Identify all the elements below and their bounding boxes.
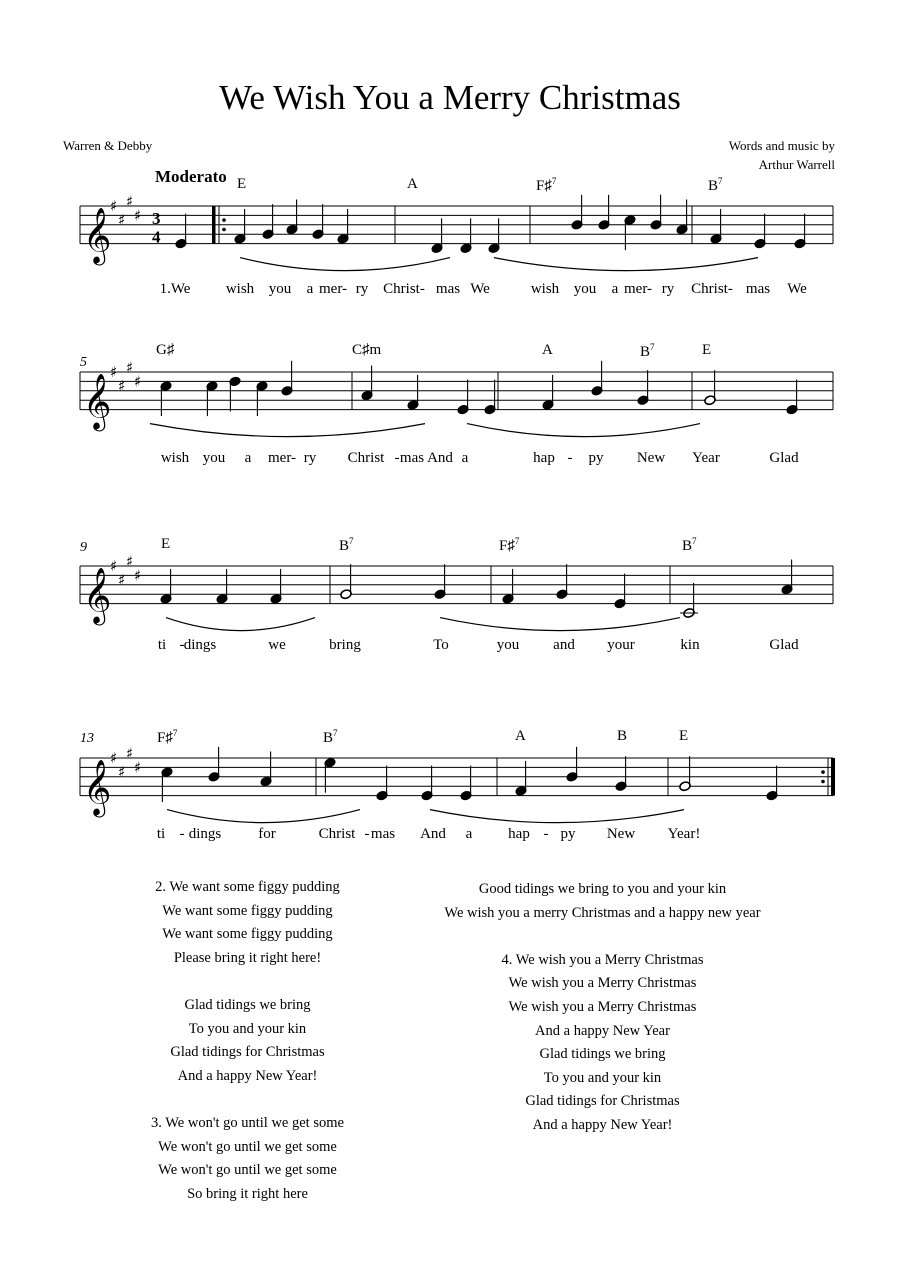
chord-symbol xyxy=(640,342,655,361)
lyric-syllable: - xyxy=(543,826,549,842)
lyric-syllable: Christ- xyxy=(691,281,733,297)
chord-root: F♯ xyxy=(499,538,515,554)
verse-line: And a happy New Year! xyxy=(532,1116,673,1133)
lyric-syllable: ry xyxy=(355,281,369,297)
lyric-syllable: dings xyxy=(188,826,222,842)
chord-symbol xyxy=(536,176,556,195)
key-signature-sharp-icon: ♯ xyxy=(118,377,126,396)
lyric-syllable: Glad xyxy=(769,637,799,653)
lyric-syllable: To xyxy=(433,637,449,653)
lyric-syllable: a xyxy=(244,450,252,466)
key-signature-sharp-icon: ♯ xyxy=(110,749,118,767)
verse-line: 3. We won't go until we get some xyxy=(151,1114,344,1131)
lyric-syllable: mer- xyxy=(267,450,297,466)
key-signature-sharp-icon: ♯ xyxy=(134,206,142,225)
chord-symbol xyxy=(237,176,246,193)
verse-line: Glad tidings we bring xyxy=(539,1046,666,1063)
chord-symbol xyxy=(702,342,711,359)
verse-line: 2. We want some figgy pudding xyxy=(155,879,340,895)
composer-credit-line2: Arthur Warrell xyxy=(758,157,835,172)
chord-symbol xyxy=(499,536,519,555)
key-signature-sharp-icon: ♯ xyxy=(134,758,142,777)
slur-arc xyxy=(166,618,315,631)
key-signature-sharp-icon: ♯ xyxy=(134,566,142,585)
lyric-syllable: We xyxy=(787,281,807,297)
slur-arc xyxy=(467,424,700,437)
lyric-syllable: Glad xyxy=(769,450,799,466)
chord-symbol xyxy=(323,728,338,747)
chord-root: E xyxy=(237,176,247,192)
treble-clef-icon: 𝄞 xyxy=(83,567,112,624)
verse-line: We want some figgy pudding xyxy=(162,926,333,943)
verse-line: So bring it right here xyxy=(187,1185,308,1202)
lyric-syllable: ry xyxy=(303,450,317,466)
verse-line: Glad tidings we bring xyxy=(184,996,311,1013)
slur-arc xyxy=(150,424,425,437)
verse-line: To you and your kin xyxy=(188,1020,307,1037)
key-signature-sharp-icon: ♯ xyxy=(126,192,134,211)
lyric-syllable: you xyxy=(496,637,520,653)
verse-line: Glad tidings for Christmas xyxy=(525,1093,680,1110)
chord-extension: 7 xyxy=(514,536,520,546)
chord-root: A xyxy=(542,342,553,358)
lyric-syllable: ti xyxy=(157,637,167,653)
lyric-syllable: a xyxy=(461,450,469,466)
lyric-syllable: wish xyxy=(530,281,560,297)
verse-line: Glad tidings for Christmas xyxy=(170,1044,325,1061)
slur-arc xyxy=(440,618,680,631)
chord-symbol xyxy=(407,176,418,193)
chord-extension: 7 xyxy=(349,536,354,546)
chord-root: B xyxy=(339,538,350,554)
lyric-syllable: mas xyxy=(399,450,425,466)
chord-symbol xyxy=(157,728,177,747)
time-signature-denominator: 4 xyxy=(152,227,161,247)
verse-line: Please bring it right here! xyxy=(173,949,322,966)
lyric-syllable: We xyxy=(470,281,490,297)
lyric-syllable: ti xyxy=(156,826,166,842)
verses-right-column xyxy=(400,878,805,1161)
measure-number: 13 xyxy=(80,731,94,746)
chord-symbol xyxy=(161,536,170,553)
treble-clef-icon: 𝄞 xyxy=(83,373,112,430)
lyric-syllable: a xyxy=(611,281,619,297)
lyric-syllable: Christ- xyxy=(383,281,425,297)
verse-line: We won't go until we get some xyxy=(158,1162,337,1179)
verse-stanza xyxy=(400,949,805,1138)
lyric-syllable: New xyxy=(636,450,666,466)
lyric-syllable: we xyxy=(268,637,286,653)
final-thick-barline xyxy=(831,758,835,796)
verse-line: We wish you a merry Christmas and a happy new year xyxy=(444,904,761,921)
slur-arc xyxy=(167,810,360,823)
verse-stanza xyxy=(120,1112,375,1206)
repeat-dot xyxy=(222,228,226,232)
verse-line: And a happy New Year! xyxy=(177,1067,318,1084)
chord-root: F♯ xyxy=(536,178,552,194)
arranger-credit: Warren & Debby xyxy=(63,138,153,153)
chord-root: G♯ xyxy=(156,342,175,358)
chord-symbol xyxy=(617,728,627,745)
lyric-syllable: a xyxy=(306,281,314,297)
chord-root: B xyxy=(617,728,628,744)
chord-root: B xyxy=(708,178,719,194)
key-signature-sharp-icon: ♯ xyxy=(110,363,118,381)
verse-line: We won't go until we get some xyxy=(158,1138,337,1155)
verse-line: We wish you a Merry Christmas xyxy=(508,975,697,992)
chord-extension: 7 xyxy=(718,176,723,186)
verse-line: 4. We wish you a Merry Christmas xyxy=(501,951,704,968)
lyric-syllable: you xyxy=(268,281,292,297)
lyric-syllable: mer- xyxy=(318,281,348,297)
lyric-syllable: ry xyxy=(661,281,675,297)
repeat-dot xyxy=(821,770,825,774)
key-signature-sharp-icon: ♯ xyxy=(110,557,118,575)
lyric-syllable: Christ xyxy=(347,450,385,466)
chord-symbol xyxy=(542,342,553,359)
song-title: We Wish You a Merry Christmas xyxy=(219,78,681,117)
lyric-syllable: mas xyxy=(745,281,771,297)
key-signature-sharp-icon: ♯ xyxy=(134,372,142,391)
lyric-syllable: Year! xyxy=(667,826,701,842)
lyric-syllable: bring xyxy=(329,637,361,653)
key-signature-sharp-icon: ♯ xyxy=(126,552,134,571)
chord-symbol xyxy=(679,728,688,745)
verse-stanza xyxy=(120,994,375,1088)
treble-clef-icon: 𝄞 xyxy=(83,207,112,264)
lyric-syllable: 1.We xyxy=(159,281,191,297)
chord-root: E xyxy=(702,342,712,358)
slur-arc xyxy=(240,258,450,271)
verse-line: We want some figgy pudding xyxy=(162,902,333,919)
chord-root: E xyxy=(679,728,689,744)
slur-arc xyxy=(494,258,758,271)
repeat-dot xyxy=(821,780,825,784)
lyric-syllable: py xyxy=(588,450,604,466)
chord-extension: 7 xyxy=(692,536,697,546)
lyric-syllable: you xyxy=(573,281,597,297)
treble-clef-icon: 𝄞 xyxy=(83,759,112,816)
lyric-syllable: for xyxy=(258,826,276,842)
lyric-syllable: dings xyxy=(183,637,217,653)
verses-left-column xyxy=(120,876,375,1230)
lyric-syllable: Christ xyxy=(318,826,356,842)
tempo-marking: Moderato xyxy=(155,167,227,186)
key-signature-sharp-icon: ♯ xyxy=(126,358,134,377)
lyric-syllable: - xyxy=(179,826,185,842)
lyric-syllable: a xyxy=(465,826,473,842)
chord-symbol xyxy=(352,342,381,359)
lyric-syllable: mer- xyxy=(623,281,653,297)
verse-stanza xyxy=(400,878,805,925)
composer-credit-line1: Words and music by xyxy=(728,138,835,153)
lyric-syllable: hap xyxy=(508,826,530,842)
verse-line: We wish you a Merry Christmas xyxy=(508,998,697,1015)
lyric-syllable: mas xyxy=(370,826,396,842)
chord-root: B xyxy=(323,730,334,746)
key-signature-sharp-icon: ♯ xyxy=(126,744,134,763)
verse-line: And a happy New Year xyxy=(535,1022,670,1039)
chord-symbol xyxy=(708,176,723,195)
lyric-syllable: mas xyxy=(435,281,461,297)
repeat-start-thick-bar xyxy=(212,206,216,244)
lyric-syllable: you xyxy=(202,450,226,466)
chord-root: C♯m xyxy=(352,342,382,358)
lyric-syllable: py xyxy=(560,826,576,842)
chord-symbol xyxy=(339,536,354,555)
lyric-syllable: and xyxy=(553,637,575,653)
lyric-syllable: wish xyxy=(160,450,190,466)
verse-line: To you and your kin xyxy=(543,1069,662,1086)
chord-symbol xyxy=(156,342,174,359)
lyric-syllable: - xyxy=(394,450,400,466)
chord-root: F♯ xyxy=(157,730,173,746)
lyric-syllable: your xyxy=(607,637,635,653)
lyric-syllable: - xyxy=(179,637,185,653)
time-signature-numerator: 3 xyxy=(152,208,161,228)
key-signature-sharp-icon: ♯ xyxy=(118,571,126,590)
measure-number: 5 xyxy=(80,355,87,370)
key-signature-sharp-icon: ♯ xyxy=(118,763,126,782)
lyric-syllable: - xyxy=(567,450,573,466)
key-signature-sharp-icon: ♯ xyxy=(118,211,126,230)
measure-number: 9 xyxy=(80,540,87,555)
lyric-syllable: And xyxy=(420,826,446,842)
lyric-syllable: And xyxy=(427,450,453,466)
key-signature-sharp-icon: ♯ xyxy=(110,197,118,215)
chord-extension: 7 xyxy=(172,728,178,738)
lyric-syllable: - xyxy=(364,826,370,842)
chord-root: A xyxy=(407,176,418,192)
chord-extension: 7 xyxy=(650,342,655,352)
chord-root: E xyxy=(161,536,171,552)
lyric-syllable: New xyxy=(606,826,636,842)
lyric-syllable: kin xyxy=(680,637,700,653)
lyric-syllable: Year xyxy=(692,450,720,466)
verse-stanza xyxy=(120,876,375,970)
repeat-dot xyxy=(222,218,226,222)
lyric-syllable: hap xyxy=(533,450,555,466)
chord-symbol xyxy=(682,536,697,555)
lyric-syllable: wish xyxy=(225,281,255,297)
chord-root: A xyxy=(515,728,526,744)
chord-extension: 7 xyxy=(551,176,557,186)
chord-root: B xyxy=(682,538,693,554)
verse-line: Good tidings we bring to you and your kin xyxy=(478,881,727,897)
chord-root: B xyxy=(640,344,651,360)
chord-symbol xyxy=(515,728,526,745)
chord-extension: 7 xyxy=(333,728,338,738)
slur-arc xyxy=(430,810,684,823)
